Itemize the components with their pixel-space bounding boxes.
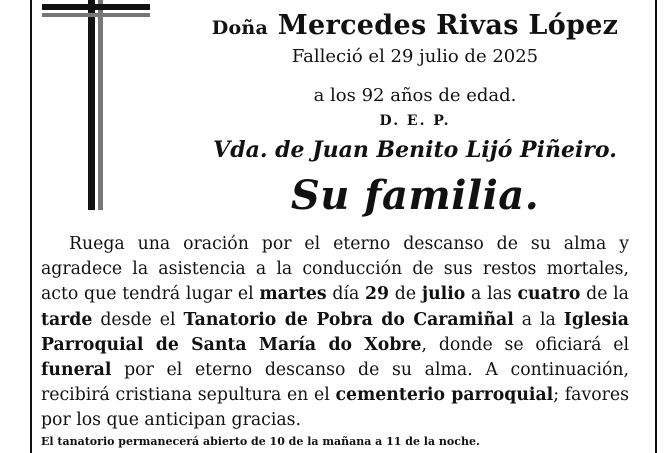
body-text-segment: , donde se oficiará el: [421, 334, 629, 355]
footnote: El tanatorio permanecerá abierto de 10 de la mañana a 11 de la noche.: [41, 435, 480, 448]
body-text-segment: día: [326, 284, 366, 305]
body-bold-segment: julio: [421, 284, 466, 305]
widow-line: Vda. de Juan Benito Lijó Piñeiro.: [213, 137, 617, 163]
death-date: Falleció el 29 julio de 2025: [291, 46, 539, 67]
body-bold-segment: Tanatorio de Pobra do Caramiñal: [183, 309, 514, 330]
body-text-segment: Ruega una oración por el eterno descanso de su alma y agradece la asistencia a la conducción de sus restos mortales, acto que tendrá lugar el: [41, 234, 629, 305]
body-text-segment: por el eterno descanso de su alma. A continuación, recibirá cristiana sepultura en el: [41, 360, 629, 406]
body-bold-segment: martes: [259, 284, 327, 305]
body-bold-segment: funeral: [41, 360, 112, 381]
body-bold-segment: Iglesia Parroquial de Santa María do Xobre: [41, 309, 629, 355]
border-right-line: [655, 0, 657, 453]
deceased-name: [185, 10, 645, 41]
body-bold-segment: tarde: [41, 309, 93, 330]
honorific: Doña: [211, 17, 269, 39]
body-bold-segment: 29: [365, 284, 390, 305]
body-paragraph: [41, 232, 629, 434]
cross-icon: [40, 0, 180, 215]
age-line: a los 92 años de edad.: [313, 85, 517, 106]
body-text-segment: a la: [513, 309, 564, 330]
body-text-segment: desde el: [92, 309, 184, 330]
body-bold-segment: cementerio parroquial: [335, 385, 554, 406]
body-text-segment: de la: [580, 284, 629, 305]
body-text-segment: de: [389, 284, 422, 305]
border-left-line: [30, 0, 32, 453]
body-bold-segment: cuatro: [517, 284, 581, 305]
body-text-segment: a las: [465, 284, 518, 305]
family-line: Su familia.: [290, 172, 540, 219]
dep-line: D. E. P.: [379, 113, 451, 129]
body-text-segment: ; favores por los que anticipan gracias.: [41, 385, 630, 431]
name: Mercedes Rivas López: [277, 10, 619, 41]
